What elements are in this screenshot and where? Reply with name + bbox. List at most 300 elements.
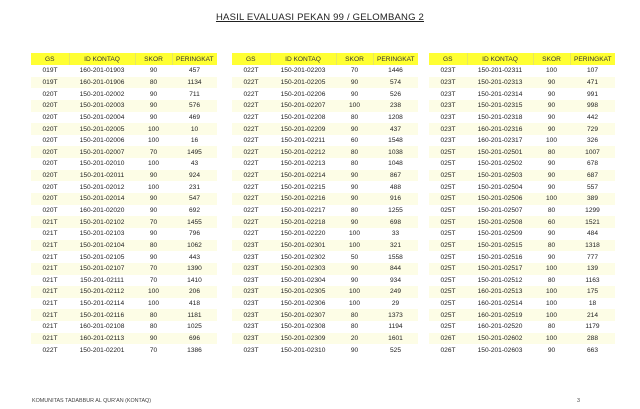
header-skor: SKOR: [533, 53, 570, 65]
table-row: [31, 286, 217, 298]
cell-gs: 025T: [429, 216, 467, 228]
cell-skor: 70: [135, 263, 172, 275]
cell-gs: 023T: [429, 88, 467, 100]
cell-skor: 70: [135, 344, 172, 356]
cell-gs: 023T: [232, 286, 270, 298]
cell-id-kontaq: 150-201-02509: [467, 228, 533, 240]
cell-peringkat: 437: [373, 123, 418, 135]
table-row: [429, 309, 615, 321]
cell-id-kontaq: 160-201-02519: [467, 309, 533, 321]
cell-id-kontaq: 150-201-02504: [467, 181, 533, 193]
cell-skor: 90: [135, 251, 172, 263]
cell-skor: 90: [533, 112, 570, 124]
cell-gs: 019T: [31, 77, 69, 89]
table-row: [232, 228, 418, 240]
cell-id-kontaq: 150-201-02308: [270, 321, 336, 333]
table-header-row: [31, 53, 217, 65]
cell-id-kontaq: 150-201-02515: [467, 240, 533, 252]
table-row: [31, 170, 217, 182]
cell-peringkat: 574: [373, 77, 418, 89]
cell-gs: 025T: [429, 170, 467, 182]
table-row: [31, 298, 217, 310]
cell-peringkat: 418: [172, 298, 217, 310]
table-row: [429, 146, 615, 158]
cell-skor: 80: [336, 205, 373, 217]
cell-id-kontaq: 150-201-02201: [69, 344, 135, 356]
cell-id-kontaq: 150-201-02209: [270, 123, 336, 135]
table-row: [232, 205, 418, 217]
table-row: [31, 228, 217, 240]
cell-id-kontaq: 150-201-02216: [270, 193, 336, 205]
cell-id-kontaq: 160-201-02513: [467, 286, 533, 298]
cell-gs: 020T: [31, 181, 69, 193]
cell-skor: 90: [533, 251, 570, 263]
cell-id-kontaq: 160-201-02514: [467, 298, 533, 310]
cell-id-kontaq: 150-201-02103: [69, 228, 135, 240]
cell-gs: 025T: [429, 251, 467, 263]
cell-id-kontaq: 150-201-02501: [467, 146, 533, 158]
cell-id-kontaq: 150-201-02603: [467, 344, 533, 356]
cell-peringkat: 547: [172, 193, 217, 205]
table-row: [429, 123, 615, 135]
cell-skor: 90: [135, 333, 172, 345]
cell-gs: 020T: [31, 158, 69, 170]
cell-gs: 021T: [31, 286, 69, 298]
cell-gs: 026T: [429, 344, 467, 356]
cell-id-kontaq: 150-201-02011: [69, 170, 135, 182]
cell-peringkat: 678: [570, 158, 615, 170]
cell-id-kontaq: 160-201-02316: [467, 123, 533, 135]
cell-skor: 90: [336, 216, 373, 228]
table-row: [232, 65, 418, 77]
table-row: [232, 251, 418, 263]
cell-skor: 90: [135, 100, 172, 112]
cell-gs: 025T: [429, 181, 467, 193]
cell-peringkat: 214: [570, 309, 615, 321]
cell-gs: 019T: [31, 65, 69, 77]
cell-peringkat: 1495: [172, 146, 217, 158]
cell-id-kontaq: 150-201-02007: [69, 146, 135, 158]
cell-skor: 80: [533, 205, 570, 217]
cell-gs: 023T: [232, 251, 270, 263]
table-row: [31, 135, 217, 147]
cell-peringkat: 557: [570, 181, 615, 193]
cell-skor: 90: [533, 181, 570, 193]
cell-skor: 80: [533, 321, 570, 333]
cell-peringkat: 238: [373, 100, 418, 112]
cell-gs: 020T: [31, 88, 69, 100]
table-row: [429, 275, 615, 287]
cell-gs: 021T: [31, 228, 69, 240]
cell-peringkat: 1390: [172, 263, 217, 275]
cell-peringkat: 998: [570, 100, 615, 112]
table-row: [232, 123, 418, 135]
cell-gs: 023T: [429, 135, 467, 147]
cell-gs: 022T: [232, 228, 270, 240]
cell-id-kontaq: 150-201-02507: [467, 205, 533, 217]
cell-id-kontaq: 150-201-02302: [270, 251, 336, 263]
cell-peringkat: 1025: [172, 321, 217, 333]
cell-peringkat: 1548: [373, 135, 418, 147]
cell-id-kontaq: 150-201-02205: [270, 77, 336, 89]
cell-skor: 100: [135, 123, 172, 135]
cell-skor: 90: [336, 263, 373, 275]
header-id-kontaq: ID KONTAQ: [69, 53, 135, 65]
cell-gs: 023T: [232, 344, 270, 356]
table-row: [31, 146, 217, 158]
table-row: [31, 251, 217, 263]
cell-gs: 022T: [232, 77, 270, 89]
cell-skor: 100: [533, 286, 570, 298]
cell-gs: 023T: [429, 100, 467, 112]
table-row: [31, 344, 217, 356]
cell-peringkat: 698: [373, 216, 418, 228]
cell-peringkat: 1048: [373, 158, 418, 170]
table-row: [429, 158, 615, 170]
cell-peringkat: 488: [373, 181, 418, 193]
cell-peringkat: 10: [172, 123, 217, 135]
table-row: [429, 240, 615, 252]
cell-gs: 021T: [31, 216, 69, 228]
cell-skor: 90: [135, 65, 172, 77]
cell-peringkat: 1134: [172, 77, 217, 89]
table-row: [232, 146, 418, 158]
table-row: [31, 112, 217, 124]
table-row: [429, 286, 615, 298]
table-row: [31, 275, 217, 287]
cell-skor: 20: [336, 333, 373, 345]
table-row: [232, 100, 418, 112]
cell-gs: 023T: [232, 309, 270, 321]
cell-skor: 100: [336, 286, 373, 298]
cell-peringkat: 1194: [373, 321, 418, 333]
cell-gs: 025T: [429, 228, 467, 240]
cell-gs: 022T: [232, 158, 270, 170]
cell-skor: 70: [336, 65, 373, 77]
cell-gs: 021T: [31, 275, 69, 287]
table-row: [232, 158, 418, 170]
cell-id-kontaq: 150-201-02310: [270, 344, 336, 356]
cell-skor: 90: [336, 88, 373, 100]
cell-peringkat: 471: [570, 77, 615, 89]
cell-id-kontaq: 150-201-02213: [270, 158, 336, 170]
cell-gs: 021T: [31, 309, 69, 321]
cell-peringkat: 321: [373, 240, 418, 252]
cell-peringkat: 1062: [172, 240, 217, 252]
cell-peringkat: 326: [570, 135, 615, 147]
cell-id-kontaq: 150-201-02105: [69, 251, 135, 263]
cell-skor: 90: [336, 170, 373, 182]
cell-peringkat: 1163: [570, 275, 615, 287]
table-row: [232, 321, 418, 333]
cell-id-kontaq: 160-201-02108: [69, 321, 135, 333]
cell-peringkat: 1410: [172, 275, 217, 287]
table-row: [429, 333, 615, 345]
cell-skor: 100: [533, 263, 570, 275]
table-row: [31, 333, 217, 345]
table-row: [232, 344, 418, 356]
cell-id-kontaq: 160-201-01906: [69, 77, 135, 89]
cell-peringkat: 1007: [570, 146, 615, 158]
cell-id-kontaq: 160-201-02520: [467, 321, 533, 333]
header-peringkat: PERINGKAT: [172, 53, 217, 65]
cell-gs: 021T: [31, 298, 69, 310]
cell-gs: 020T: [31, 193, 69, 205]
cell-skor: 80: [336, 309, 373, 321]
table-row: [31, 100, 217, 112]
results-table-3: [429, 53, 615, 356]
cell-gs: 022T: [232, 216, 270, 228]
cell-skor: 90: [336, 344, 373, 356]
cell-peringkat: 777: [570, 251, 615, 263]
cell-peringkat: 1208: [373, 112, 418, 124]
cell-id-kontaq: 150-201-02107: [69, 263, 135, 275]
cell-skor: 80: [533, 240, 570, 252]
table-row: [232, 77, 418, 89]
cell-gs: 020T: [31, 123, 69, 135]
cell-gs: 023T: [232, 240, 270, 252]
cell-gs: 023T: [232, 275, 270, 287]
cell-skor: 90: [533, 100, 570, 112]
cell-skor: 100: [135, 135, 172, 147]
cell-skor: 90: [533, 228, 570, 240]
cell-id-kontaq: 150-201-02203: [270, 65, 336, 77]
cell-id-kontaq: 150-201-02111: [69, 275, 135, 287]
cell-peringkat: 663: [570, 344, 615, 356]
table-row: [429, 344, 615, 356]
page-title: HASIL EVALUASI PEKAN 99 / GELOMBANG 2: [215, 12, 425, 23]
cell-id-kontaq: 150-201-02311: [467, 65, 533, 77]
cell-id-kontaq: 150-201-02112: [69, 286, 135, 298]
cell-gs: 023T: [232, 263, 270, 275]
cell-skor: 80: [336, 321, 373, 333]
cell-gs: 022T: [232, 88, 270, 100]
cell-skor: 90: [533, 158, 570, 170]
cell-peringkat: 1446: [373, 65, 418, 77]
cell-skor: 80: [336, 146, 373, 158]
cell-skor: 80: [135, 240, 172, 252]
cell-peringkat: 442: [570, 112, 615, 124]
cell-peringkat: 469: [172, 112, 217, 124]
table-row: [429, 321, 615, 333]
cell-skor: 90: [336, 181, 373, 193]
cell-skor: 70: [135, 275, 172, 287]
header-skor: SKOR: [336, 53, 373, 65]
cell-gs: 022T: [232, 100, 270, 112]
page-number: 3: [577, 398, 580, 404]
table-row: [232, 286, 418, 298]
cell-id-kontaq: 150-201-02318: [467, 112, 533, 124]
cell-gs: 022T: [232, 112, 270, 124]
cell-id-kontaq: 150-201-02304: [270, 275, 336, 287]
cell-id-kontaq: 150-201-02512: [467, 275, 533, 287]
cell-peringkat: 1181: [172, 309, 217, 321]
cell-peringkat: 1255: [373, 205, 418, 217]
cell-peringkat: 1179: [570, 321, 615, 333]
cell-peringkat: 692: [172, 205, 217, 217]
cell-id-kontaq: 150-201-02305: [270, 286, 336, 298]
table-row: [429, 135, 615, 147]
cell-skor: 50: [336, 251, 373, 263]
cell-id-kontaq: 160-201-02113: [69, 333, 135, 345]
table-header-row: [232, 53, 418, 65]
table-row: [232, 263, 418, 275]
table-row: [429, 65, 615, 77]
cell-skor: 70: [135, 146, 172, 158]
cell-peringkat: 1038: [373, 146, 418, 158]
header-id-kontaq: ID KONTAQ: [270, 53, 336, 65]
cell-id-kontaq: 150-201-02006: [69, 135, 135, 147]
table-row: [31, 123, 217, 135]
cell-gs: 022T: [232, 123, 270, 135]
table-row: [232, 298, 418, 310]
cell-id-kontaq: 150-201-02217: [270, 205, 336, 217]
cell-gs: 022T: [232, 181, 270, 193]
cell-gs: 020T: [31, 135, 69, 147]
cell-skor: 80: [135, 321, 172, 333]
cell-skor: 90: [336, 77, 373, 89]
cell-peringkat: 175: [570, 286, 615, 298]
cell-peringkat: 796: [172, 228, 217, 240]
cell-skor: 100: [336, 298, 373, 310]
cell-skor: 80: [336, 158, 373, 170]
cell-id-kontaq: 150-201-02211: [270, 135, 336, 147]
table-row: [429, 181, 615, 193]
cell-gs: 023T: [429, 77, 467, 89]
table-row: [31, 193, 217, 205]
cell-skor: 80: [135, 77, 172, 89]
cell-gs: 023T: [429, 112, 467, 124]
table-row: [232, 135, 418, 147]
cell-peringkat: 1318: [570, 240, 615, 252]
cell-gs: 023T: [232, 321, 270, 333]
results-table-1: [31, 53, 217, 356]
cell-gs: 025T: [429, 275, 467, 287]
cell-id-kontaq: 150-201-02212: [270, 146, 336, 158]
cell-peringkat: 934: [373, 275, 418, 287]
cell-id-kontaq: 150-201-02220: [270, 228, 336, 240]
table-row: [429, 193, 615, 205]
table-row: [429, 77, 615, 89]
cell-skor: 100: [533, 309, 570, 321]
cell-peringkat: 1373: [373, 309, 418, 321]
cell-peringkat: 249: [373, 286, 418, 298]
table-header-row: [429, 53, 615, 65]
table-row: [429, 251, 615, 263]
cell-id-kontaq: 150-201-02206: [270, 88, 336, 100]
cell-skor: 80: [336, 112, 373, 124]
cell-skor: 90: [135, 205, 172, 217]
cell-peringkat: 1601: [373, 333, 418, 345]
cell-gs: 021T: [31, 321, 69, 333]
cell-peringkat: 18: [570, 298, 615, 310]
cell-id-kontaq: 150-201-02114: [69, 298, 135, 310]
cell-peringkat: 1455: [172, 216, 217, 228]
cell-id-kontaq: 150-201-02314: [467, 88, 533, 100]
cell-id-kontaq: 150-201-02014: [69, 193, 135, 205]
cell-skor: 100: [135, 158, 172, 170]
cell-peringkat: 916: [373, 193, 418, 205]
table-row: [429, 263, 615, 275]
cell-skor: 80: [135, 309, 172, 321]
table-row: [31, 309, 217, 321]
cell-id-kontaq: 150-201-02315: [467, 100, 533, 112]
cell-peringkat: 16: [172, 135, 217, 147]
cell-skor: 90: [135, 112, 172, 124]
header-skor: SKOR: [135, 53, 172, 65]
cell-gs: 021T: [31, 333, 69, 345]
cell-peringkat: 443: [172, 251, 217, 263]
cell-gs: 025T: [429, 205, 467, 217]
table-row: [429, 170, 615, 182]
cell-id-kontaq: 150-201-02004: [69, 112, 135, 124]
header-gs: GS: [31, 53, 69, 65]
cell-skor: 100: [135, 286, 172, 298]
table-row: [232, 333, 418, 345]
cell-gs: 025T: [429, 240, 467, 252]
header-id-kontaq: ID KONTAQ: [467, 53, 533, 65]
cell-id-kontaq: 150-201-02002: [69, 88, 135, 100]
cell-gs: 025T: [429, 158, 467, 170]
cell-id-kontaq: 150-201-02508: [467, 216, 533, 228]
cell-id-kontaq: 150-201-02313: [467, 77, 533, 89]
cell-gs: 020T: [31, 146, 69, 158]
cell-skor: 60: [336, 135, 373, 147]
cell-gs: 020T: [31, 100, 69, 112]
table-row: [31, 263, 217, 275]
cell-id-kontaq: 160-201-02020: [69, 205, 135, 217]
cell-gs: 023T: [429, 65, 467, 77]
cell-id-kontaq: 150-201-02503: [467, 170, 533, 182]
table-row: [232, 88, 418, 100]
cell-gs: 025T: [429, 309, 467, 321]
cell-id-kontaq: 150-201-02207: [270, 100, 336, 112]
cell-skor: 100: [135, 298, 172, 310]
cell-id-kontaq: 150-201-02215: [270, 181, 336, 193]
cell-gs: 026T: [429, 333, 467, 345]
cell-gs: 021T: [31, 240, 69, 252]
cell-gs: 025T: [429, 263, 467, 275]
footer-organization: KOMUNITAS TADABBUR AL QUR'AN (KONTAQ): [32, 398, 152, 404]
table-row: [429, 205, 615, 217]
cell-id-kontaq: 150-201-02005: [69, 123, 135, 135]
cell-id-kontaq: 160-201-01903: [69, 65, 135, 77]
cell-skor: 90: [135, 228, 172, 240]
cell-id-kontaq: 150-201-02301: [270, 240, 336, 252]
header-gs: GS: [429, 53, 467, 65]
cell-gs: 022T: [232, 65, 270, 77]
cell-skor: 100: [533, 333, 570, 345]
cell-peringkat: 107: [570, 65, 615, 77]
cell-peringkat: 924: [172, 170, 217, 182]
cell-gs: 022T: [232, 205, 270, 217]
cell-peringkat: 687: [570, 170, 615, 182]
cell-skor: 100: [336, 240, 373, 252]
table-row: [232, 181, 418, 193]
cell-peringkat: 844: [373, 263, 418, 275]
header-peringkat: PERINGKAT: [570, 53, 615, 65]
table-row: [429, 112, 615, 124]
cell-gs: 020T: [31, 112, 69, 124]
cell-peringkat: 1299: [570, 205, 615, 217]
cell-gs: 021T: [31, 251, 69, 263]
cell-skor: 90: [135, 193, 172, 205]
cell-id-kontaq: 150-201-02307: [270, 309, 336, 321]
table-row: [232, 193, 418, 205]
cell-gs: 020T: [31, 170, 69, 182]
cell-skor: 80: [533, 146, 570, 158]
cell-peringkat: 576: [172, 100, 217, 112]
